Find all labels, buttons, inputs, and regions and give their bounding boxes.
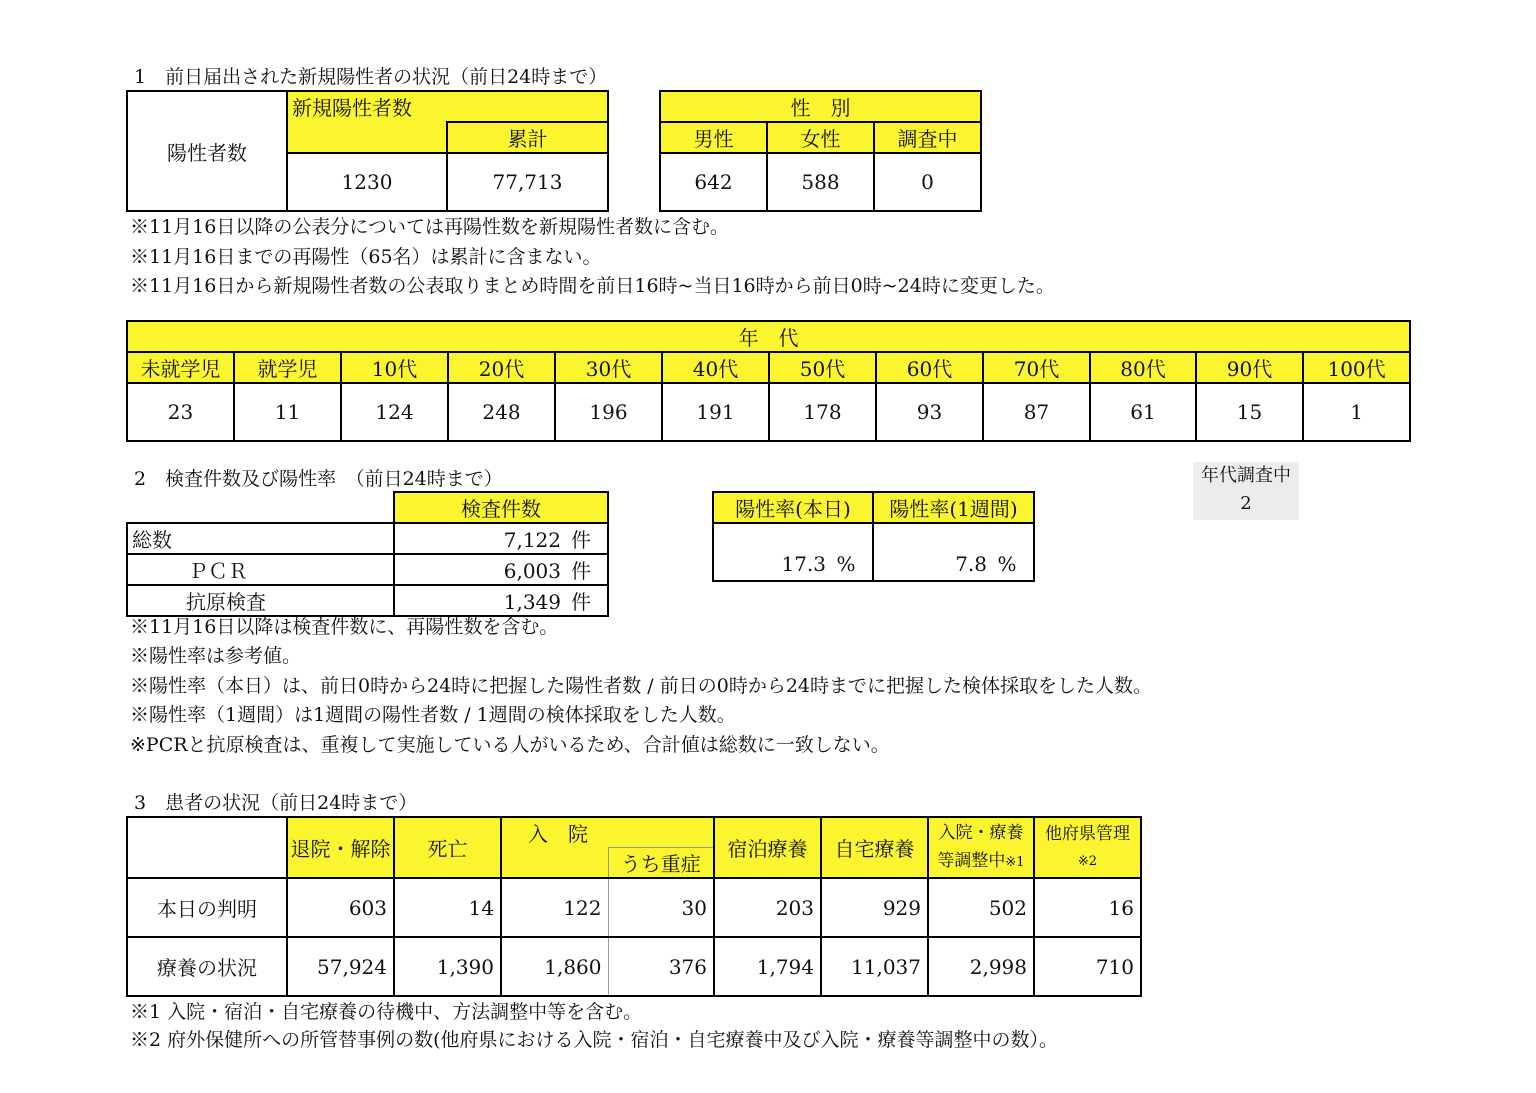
gender-header: 性 別 xyxy=(660,91,981,122)
age-value: 87 xyxy=(983,383,1090,441)
patients-table xyxy=(126,816,1142,997)
patients-row-label-today: 本日の判明 xyxy=(127,878,287,937)
tests-table xyxy=(126,491,609,617)
tests-row-label-pcr: ＰＣＲ xyxy=(127,554,394,585)
patients-cell: 122 xyxy=(501,878,608,937)
other-pref-line1: 他府県管理 xyxy=(1045,823,1130,844)
tests-value-pcr: 6,003 xyxy=(503,559,561,583)
positivity-week-value: 7.8 xyxy=(955,552,987,576)
percent-unit: % xyxy=(997,552,1017,576)
percent-unit: % xyxy=(836,552,856,576)
age-col: 80代 xyxy=(1090,352,1196,383)
section3-note-1: ※1 入院・宿泊・自宅療養の待機中、方法調整中等を含む。 xyxy=(130,1001,643,1023)
age-value: 191 xyxy=(662,383,769,441)
tests-value-total: 7,122 xyxy=(503,528,561,552)
patients-header-other-pref xyxy=(1034,817,1141,878)
age-value: 124 xyxy=(341,383,448,441)
section3-heading: 3 患者の状況（前日24時まで） xyxy=(134,792,418,814)
tests-row-label-antigen: 抗原検査 xyxy=(127,585,394,616)
patients-cell: 16 xyxy=(1034,878,1141,937)
positivity-day-value: 17.3 xyxy=(781,552,826,576)
tests-header-spacer xyxy=(127,492,394,523)
age-col: 40代 xyxy=(662,352,769,383)
tests-value-antigen: 1,349 xyxy=(503,590,561,614)
section2-note-3: ※陽性率（本日）は、前日0時から24時に把握した陽性者数 / 前日の0時から24時までに把握した検体採取をした人数。 xyxy=(130,675,1153,697)
patients-header-blank xyxy=(127,817,287,878)
section2-note-4: ※陽性率（1週間）は1週間の陽性者数 / 1週間の検体採取をした人数。 xyxy=(130,704,736,726)
age-col: 50代 xyxy=(769,352,876,383)
gender-table xyxy=(659,90,982,212)
age-value: 1 xyxy=(1303,383,1410,441)
gender-value-male: 642 xyxy=(660,153,767,211)
age-unknown-label: 年代調査中 xyxy=(1201,465,1291,486)
patients-cell: 11,037 xyxy=(821,937,928,996)
patients-cell: 2,998 xyxy=(928,937,1034,996)
age-value: 23 xyxy=(127,383,234,441)
age-col: 100代 xyxy=(1303,352,1410,383)
age-col: 10代 xyxy=(341,352,448,383)
new-positives-header: 新規陽性者数 xyxy=(287,91,608,122)
patients-cell: 376 xyxy=(608,937,714,996)
patients-cell: 30 xyxy=(608,878,714,937)
patients-cell: 502 xyxy=(928,878,1034,937)
age-unknown-value: 2 xyxy=(1240,493,1252,514)
age-value: 61 xyxy=(1090,383,1196,441)
age-col: 70代 xyxy=(983,352,1090,383)
tests-unit: 件 xyxy=(571,590,591,614)
gender-value-unknown: 0 xyxy=(874,153,981,211)
other-pref-line2: ※2 xyxy=(1077,853,1098,869)
new-positives-value: 1230 xyxy=(287,153,447,211)
patients-cell: 710 xyxy=(1034,937,1141,996)
positivity-table xyxy=(712,491,1035,582)
section3-note-2: ※2 府外保健所への所管替事例の数(他府県における入院・宿泊・自宅療養中及び入院・療養等調整中の数）。 xyxy=(130,1029,1059,1051)
patients-cell: 57,924 xyxy=(287,937,394,996)
patients-header-hotel: 宿泊療養 xyxy=(714,817,821,878)
patients-cell: 1,390 xyxy=(394,937,501,996)
patients-cell: 929 xyxy=(821,878,928,937)
patients-cell: 1,860 xyxy=(501,937,608,996)
age-value: 11 xyxy=(234,383,341,441)
patients-cell: 203 xyxy=(714,878,821,937)
patients-cell: 603 xyxy=(287,878,394,937)
tests-unit: 件 xyxy=(571,528,591,552)
adjusting-mark: ※1 xyxy=(1005,854,1025,870)
section2-note-2: ※陽性率は参考値。 xyxy=(130,645,302,667)
tests-header: 検査件数 xyxy=(394,492,608,523)
gender-value-female: 588 xyxy=(767,153,874,211)
age-col: 60代 xyxy=(876,352,983,383)
age-value: 93 xyxy=(876,383,983,441)
gender-col-unknown: 調査中 xyxy=(874,122,981,153)
age-col: 就学児 xyxy=(234,352,341,383)
adjusting-line2-wrap xyxy=(929,847,1033,877)
cumulative-header: 累計 xyxy=(447,122,608,153)
patients-header-discharged: 退院・解除 xyxy=(287,817,394,878)
patients-header-adjusting xyxy=(928,817,1034,878)
patients-header-severe: うち重症 xyxy=(608,848,714,879)
age-header: 年 代 xyxy=(127,321,1410,352)
patients-cell: 1,794 xyxy=(714,937,821,996)
age-table xyxy=(126,320,1411,442)
section1-note-2: ※11月16日までの再陽性（65名）は累計に含まない。 xyxy=(130,246,602,268)
age-value: 15 xyxy=(1196,383,1303,441)
new-positives-table xyxy=(126,90,609,212)
new-positives-header-spacer xyxy=(287,122,447,153)
section1-heading: 1 前日届出された新規陽性者の状況（前日24時まで） xyxy=(134,66,608,88)
tests-row-value-pcr xyxy=(394,554,608,585)
patients-header-hospitalized: 入 院 xyxy=(501,817,714,848)
section1-note-1: ※11月16日以降の公表分については再陽性数を新規陽性者数に含む。 xyxy=(130,216,729,238)
tests-row-value-total xyxy=(394,523,608,554)
positives-row-label: 陽性者数 xyxy=(127,91,287,211)
age-unknown-box xyxy=(1193,462,1299,520)
patients-header-home: 自宅療養 xyxy=(821,817,928,878)
adjusting-line2: 等調整中 xyxy=(937,850,1006,871)
section2-note-1: ※11月16日以降は検査件数に、再陽性数を含む。 xyxy=(130,616,559,638)
age-col: 未就学児 xyxy=(127,352,234,383)
age-col: 30代 xyxy=(555,352,662,383)
patients-cell: 14 xyxy=(394,878,501,937)
age-value: 248 xyxy=(448,383,555,441)
section1-note-3: ※11月16日から新規陽性者数の公表取りまとめ時間を前日16時~当日16時から前日0時~24時に変更した。 xyxy=(130,275,1055,297)
patients-row-label-status: 療養の状況 xyxy=(127,937,287,996)
tests-row-label-total: 総数 xyxy=(127,523,394,554)
gender-col-male: 男性 xyxy=(660,122,767,153)
patients-header-died: 死亡 xyxy=(394,817,501,878)
age-value: 196 xyxy=(555,383,662,441)
section2-heading: 2 検査件数及び陽性率 （前日24時まで） xyxy=(134,468,503,490)
age-col: 20代 xyxy=(448,352,555,383)
patients-header-hospitalized-spacer xyxy=(501,848,608,879)
cumulative-value: 77,713 xyxy=(447,153,608,211)
positivity-day-header: 陽性率(本日) xyxy=(713,492,873,523)
age-col: 90代 xyxy=(1196,352,1303,383)
positivity-week-cell xyxy=(873,523,1034,581)
positivity-week-header: 陽性率(1週間) xyxy=(873,492,1034,523)
age-value: 178 xyxy=(769,383,876,441)
section2-note-5: ※PCRと抗原検査は、重複して実施している人がいるため、合計値は総数に一致しない。 xyxy=(130,734,890,756)
gender-col-female: 女性 xyxy=(767,122,874,153)
tests-unit: 件 xyxy=(571,559,591,583)
adjusting-line1: 入院・療養 xyxy=(938,822,1024,843)
positivity-day-cell xyxy=(713,523,873,581)
